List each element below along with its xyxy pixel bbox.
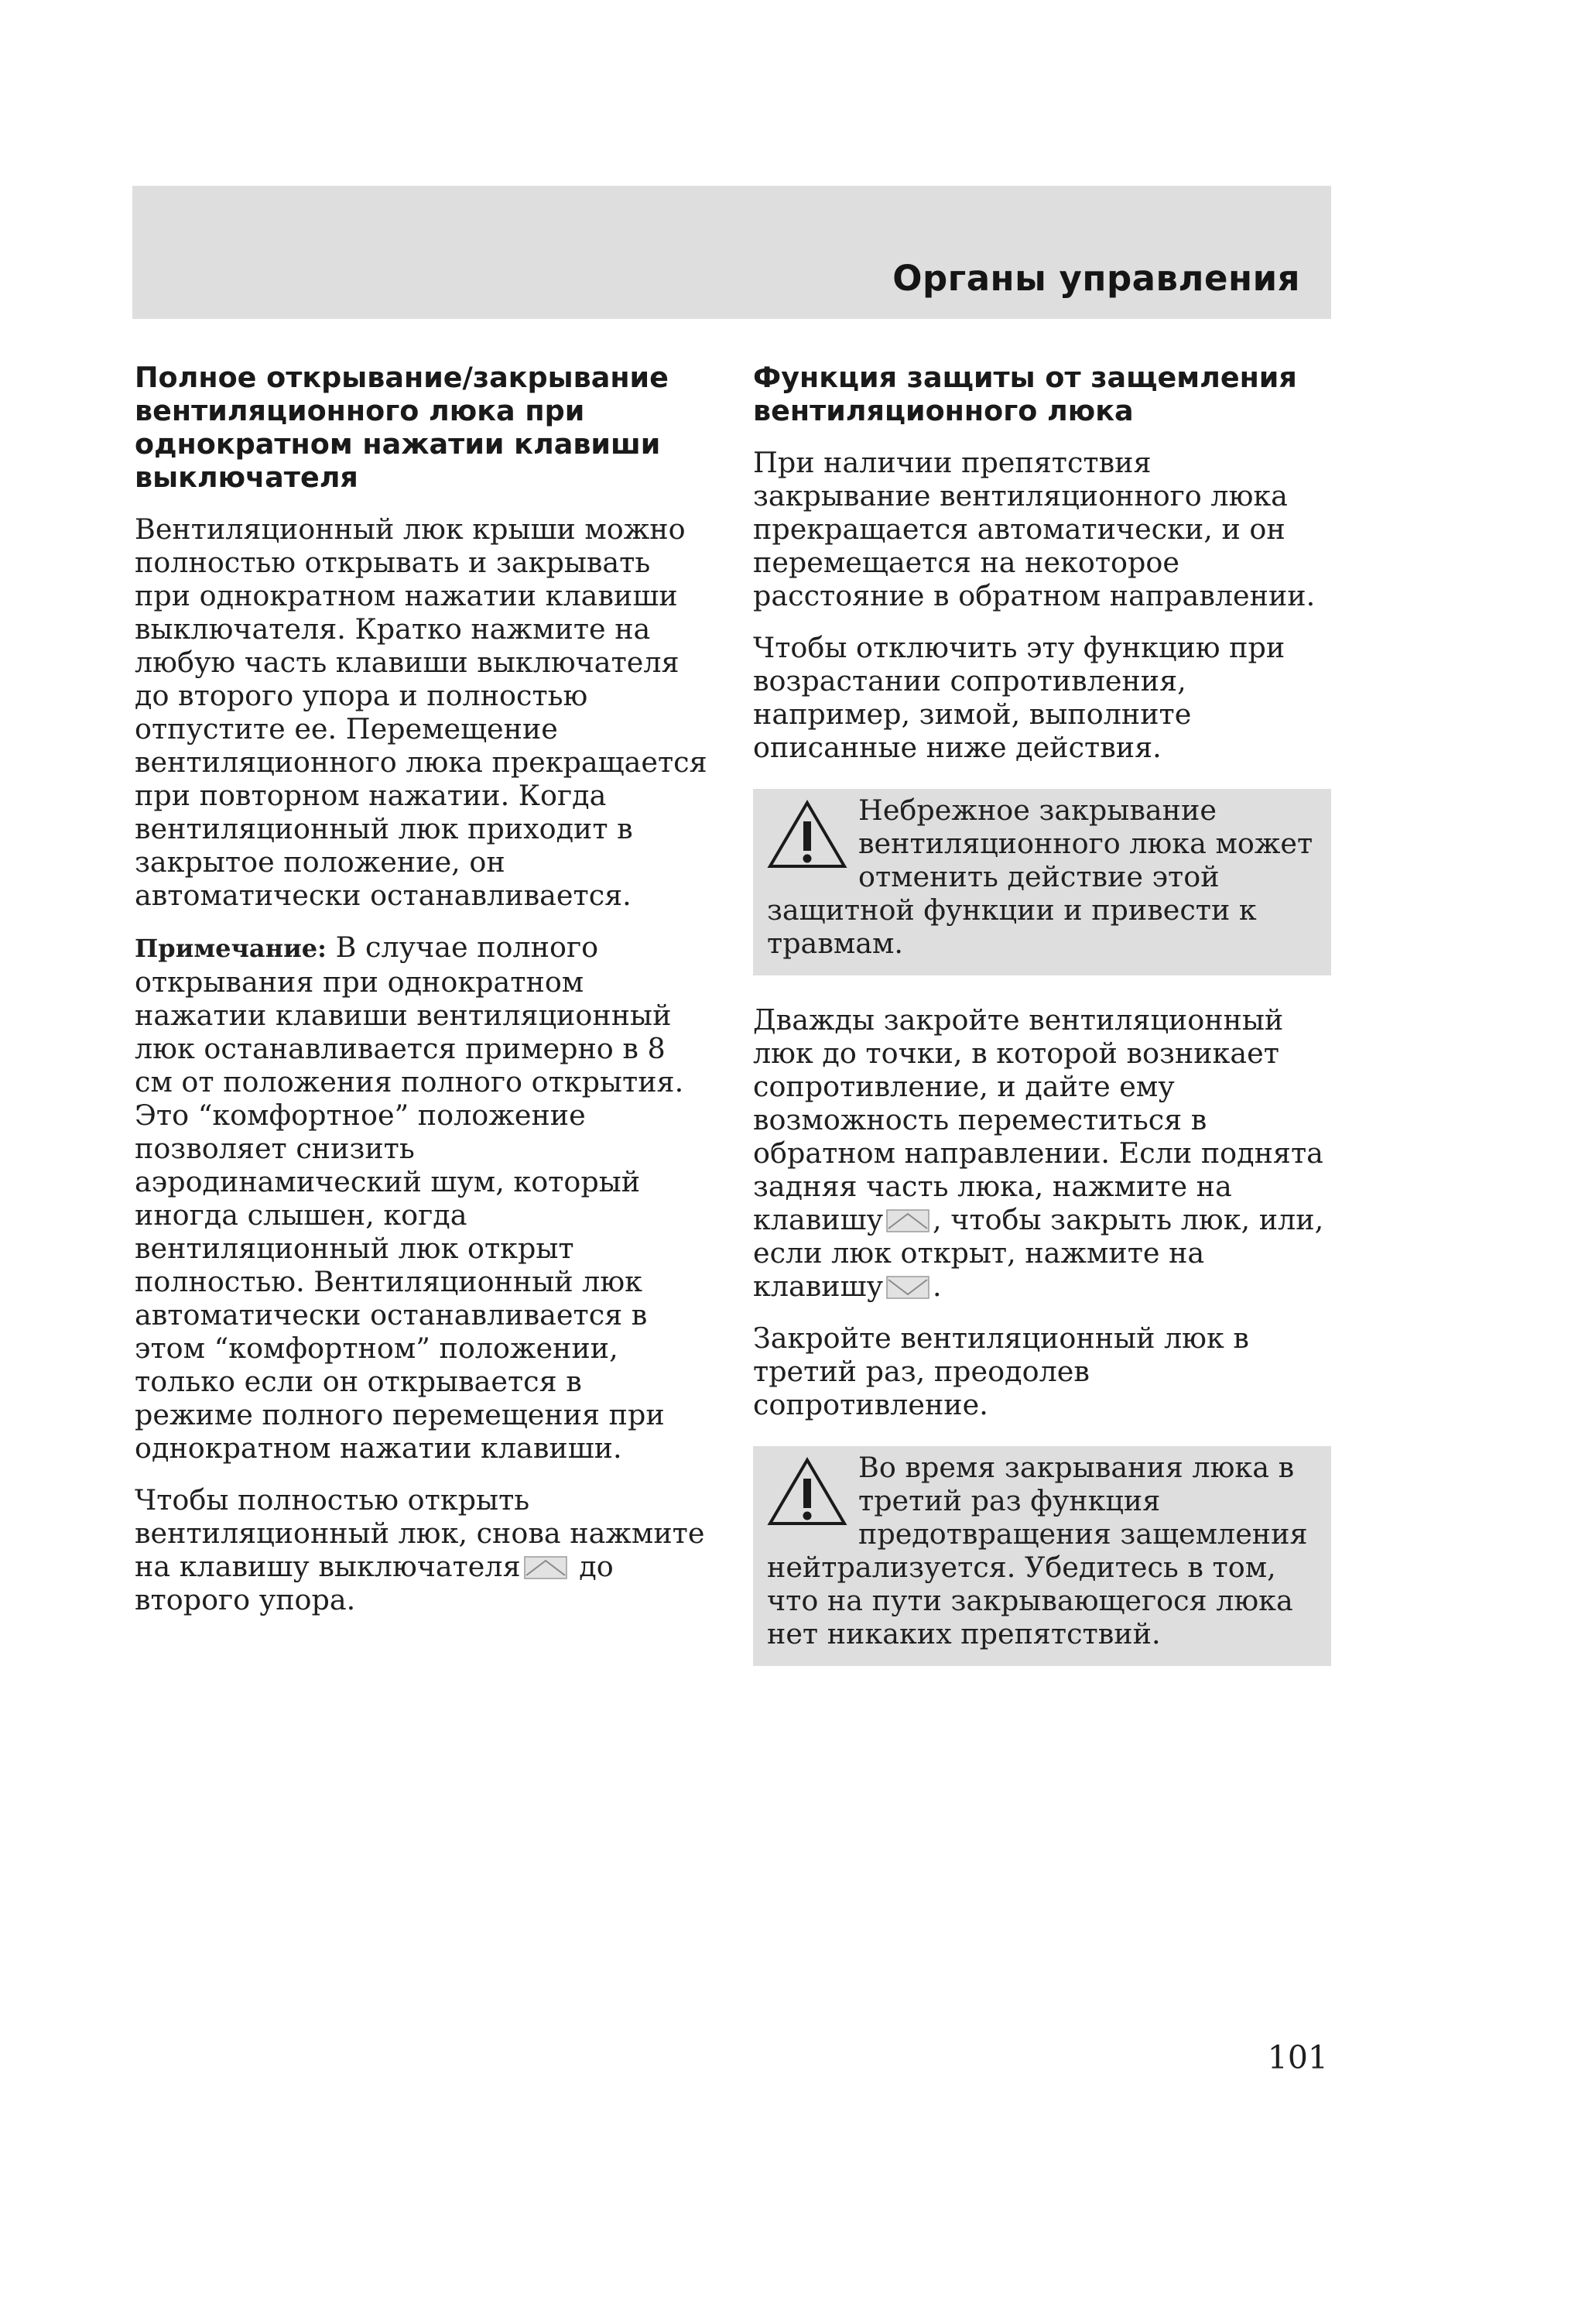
note-paragraph — [135, 931, 707, 1465]
warning-text-1: Небрежное закрывание вентиляционного люка может отменить действие этой защитной функции и привести к травмам. — [767, 794, 1313, 960]
right-heading: Функция защиты от защемления вентиляционного люка — [753, 361, 1297, 427]
section-title: Органы управления — [892, 258, 1300, 299]
right-paragraph-3 — [753, 1003, 1331, 1303]
left-column — [135, 361, 707, 1635]
page-number: 101 — [1267, 2039, 1328, 2076]
warning-text-2: Во время закрывания люка в третий раз функция предотвращения защемления нейтрализуется. Убедитесь в том, что на пути закрывающегося люка нет никаких препятствий. — [767, 1451, 1308, 1650]
right-paragraph-1: При наличии препятствия закрывание вентиляционного люка прекращается автоматически, и он перемещается на некоторое расстояние в обратном направлении. — [753, 446, 1316, 612]
warning-triangle-icon — [767, 1455, 847, 1528]
left-heading: Полное открывание/закрывание вентиляционного люка при однократном нажатии клавиши выключателя — [135, 361, 669, 494]
warning-triangle-icon — [767, 798, 847, 871]
switch-tilt-up-icon — [524, 1556, 567, 1579]
right-p3-part3: . — [933, 1270, 942, 1303]
switch-tilt-up-icon — [886, 1209, 929, 1232]
warning-box-2 — [753, 1446, 1331, 1666]
left-paragraph-3 — [135, 1483, 707, 1616]
right-paragraph-4: Закройте вентиляционный люк в третий раз, преодолев сопротивление. — [753, 1321, 1249, 1421]
right-p3-part2: , чтобы закрыть люк, или, если люк открыт, нажмите на клавишу — [753, 1203, 1324, 1303]
note-label: Примечание: — [135, 934, 327, 963]
note-text: В случае полного открывания при однократном нажатии клавиши вентиляционный люк останавливается примерно в 8 см от положения полного открытия. Это “комфортное” положение позволяет снизить аэродинамический шум, который иногда слышен, когда вентиляционный люк открыт полностью. Вентиляционный люк автоматически останавливается в этом “комфортном” положении, только если он открывается в режиме полного перемещения при однократном нажатии клавиши. — [135, 931, 684, 1465]
right-p3-part1: Дважды закройте вентиляционный люк до точки, в которой возникает сопротивление, и дайте ему возможность переместиться в обратном направлении. Если поднята задняя часть люка, нажмите на клавишу — [753, 1003, 1323, 1236]
left-paragraph-1: Вентиляционный люк крыши можно полностью открывать и закрывать при однократном нажатии клавиши выключателя. Кратко нажмите на любую часть клавиши выключателя до второго упора и полностью отпустите ее. Перемещение вентиляционного люка прекращается при повторном нажатии. Когда вентиляционный люк приходит в закрытое положение, он автоматически останавливается. — [135, 512, 707, 912]
switch-tilt-down-icon — [886, 1276, 929, 1299]
header-band — [132, 186, 1331, 319]
right-column — [753, 361, 1331, 1694]
left-p3-after: до второго упора. — [135, 1550, 614, 1616]
left-p3-before: Чтобы полностью открыть вентиляционный люк, снова нажмите на клавишу выключателя — [135, 1483, 705, 1583]
right-paragraph-2: Чтобы отключить эту функцию при возрастании сопротивления, например, зимой, выполните описанные ниже действия. — [753, 631, 1285, 764]
warning-box-1 — [753, 789, 1331, 975]
